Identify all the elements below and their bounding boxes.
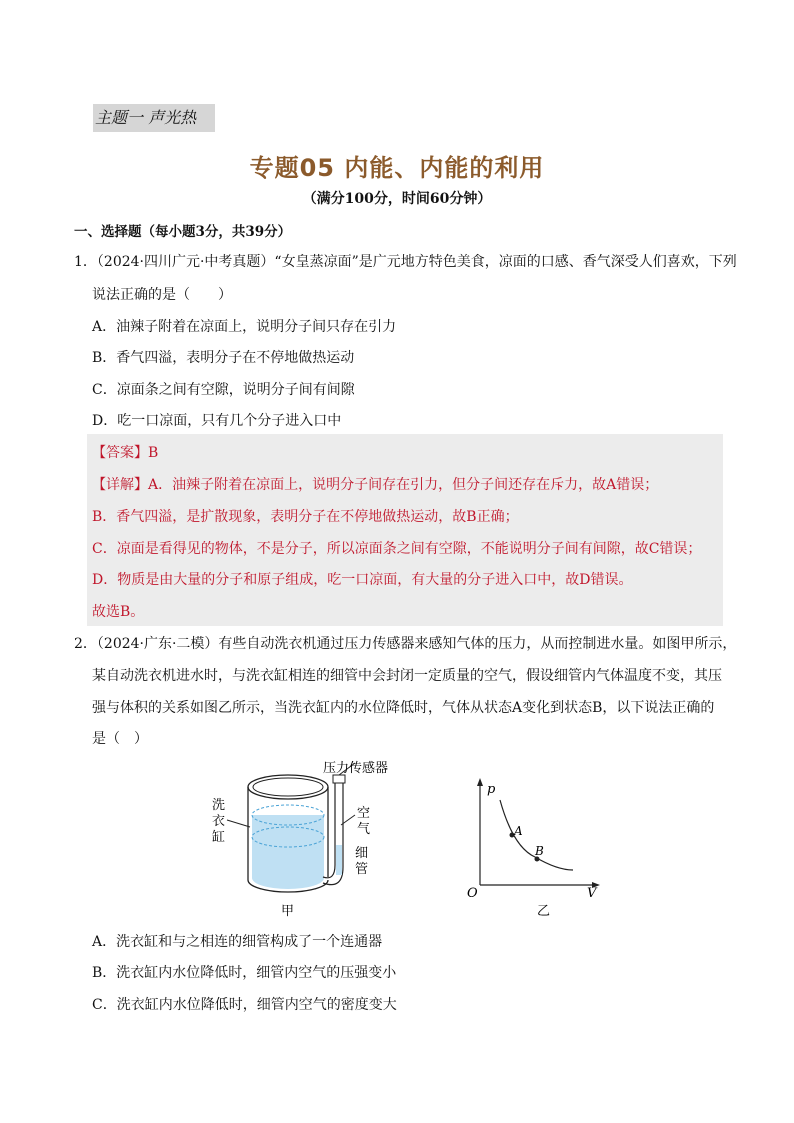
figure-pv-graph — [455, 775, 615, 920]
topic-label: 主题一 声光热 — [93, 104, 215, 132]
answer-value: B — [148, 445, 159, 461]
page-title: 专题05 内能、内能的利用 — [249, 154, 545, 182]
y-axis-arrow — [477, 778, 483, 786]
q1-detail-line2: B．香气四溢，是扩散现象，表明分子在不停地做热运动，故B正确； — [92, 509, 519, 525]
pressure-sensor — [333, 775, 345, 783]
tank-water — [252, 815, 324, 889]
air-label-1: 空 — [357, 806, 371, 821]
q1-answer — [92, 442, 158, 462]
air-label-2: 气 — [357, 822, 371, 837]
pipe-inner — [323, 783, 335, 878]
answer-tag: 【答案】 — [92, 445, 148, 461]
sensor-label: 压力传感器 — [323, 761, 389, 776]
tank-label-2: 衣 — [212, 814, 226, 829]
tank-rim-outer — [248, 775, 328, 799]
y-axis-label: p — [487, 782, 496, 797]
q1-conclusion: 故选B。 — [92, 604, 145, 620]
tank-label-1: 洗 — [212, 798, 226, 813]
tank-rim-inner — [253, 778, 323, 796]
detail-tag: 【详解】 — [92, 477, 148, 493]
point-b-label: B — [535, 844, 544, 858]
q1-option-d: D．吃一口凉面，只有几个分子进入口中 — [92, 413, 342, 429]
detail-text: A．油辣子附着在凉面上，说明分子间存在引力，但分子间还存在斥力，故A错误； — [148, 477, 659, 493]
tank-leader — [227, 820, 250, 827]
q1-option-c: C．凉面条之间有空隙，说明分子间有间隙 — [92, 382, 355, 398]
origin-label: O — [467, 886, 478, 901]
x-axis-label: V — [587, 886, 597, 901]
q1-stem-line2: 说法正确的是（ ） — [92, 287, 232, 303]
figure-washing-tank — [205, 755, 405, 920]
q2-option-b: B．洗衣缸内水位降低时，细管内空气的压强变小 — [92, 965, 397, 981]
q1-option-b: B．香气四溢，表明分子在不停地做热运动 — [92, 350, 355, 366]
q2-stem-line2: 某自动洗衣机进水时，与洗衣缸相连的细管中会封闭一定质量的空气，假设细管内气体温度不变，其压 — [92, 668, 722, 684]
q1-detail-line1 — [92, 474, 658, 494]
tank-label-3: 缸 — [212, 830, 226, 845]
q1-option-a: A．油辣子附着在凉面上，说明分子间只存在引力 — [92, 319, 397, 335]
q1-stem-line1: 1．（2024·四川广元·中考真题）“女皇蒸凉面”是广元地方特色美食，凉面的口感、香气深受人们喜欢，下列 — [74, 254, 737, 270]
q1-detail-line4: D．物质是由大量的分子和原子组成，吃一口凉面，有大量的分子进入口中，故D错误。 — [92, 572, 633, 588]
figure-b-caption: 乙 — [537, 904, 551, 919]
section-heading: 一、选择题（每小题3分，共39分） — [74, 224, 292, 240]
tube-label-2: 管 — [355, 862, 369, 877]
q2-option-a: A．洗衣缸和与之相连的细管构成了一个连通器 — [92, 934, 383, 950]
q2-option-c: C．洗衣缸内水位降低时，细管内空气的密度变大 — [92, 997, 397, 1013]
q2-stem-line1: 2．（2024·广东·二模）有些自动洗衣机通过压力传感器来感知气体的压力，从而控制进水量。如图甲所示， — [74, 636, 737, 652]
figure-a-caption: 甲 — [281, 904, 295, 919]
point-a-label: A — [514, 824, 523, 838]
q2-stem-line3: 强与体积的关系如图乙所示，当洗衣缸内的水位降低时，气体从状态A变化到状态B，以下说法正确的 — [92, 700, 715, 716]
page-subtitle: （满分100分，时间60分钟） — [302, 191, 492, 207]
q2-stem-line4: 是（ ） — [92, 731, 148, 747]
answer-box — [87, 434, 723, 626]
q1-detail-line3: C．凉面是看得见的物体，不是分子，所以凉面条之间有空隙，不能说明分子间有间隙，故C错误； — [92, 541, 702, 557]
tube-label-1: 细 — [355, 846, 369, 861]
pipe-water — [336, 845, 342, 875]
